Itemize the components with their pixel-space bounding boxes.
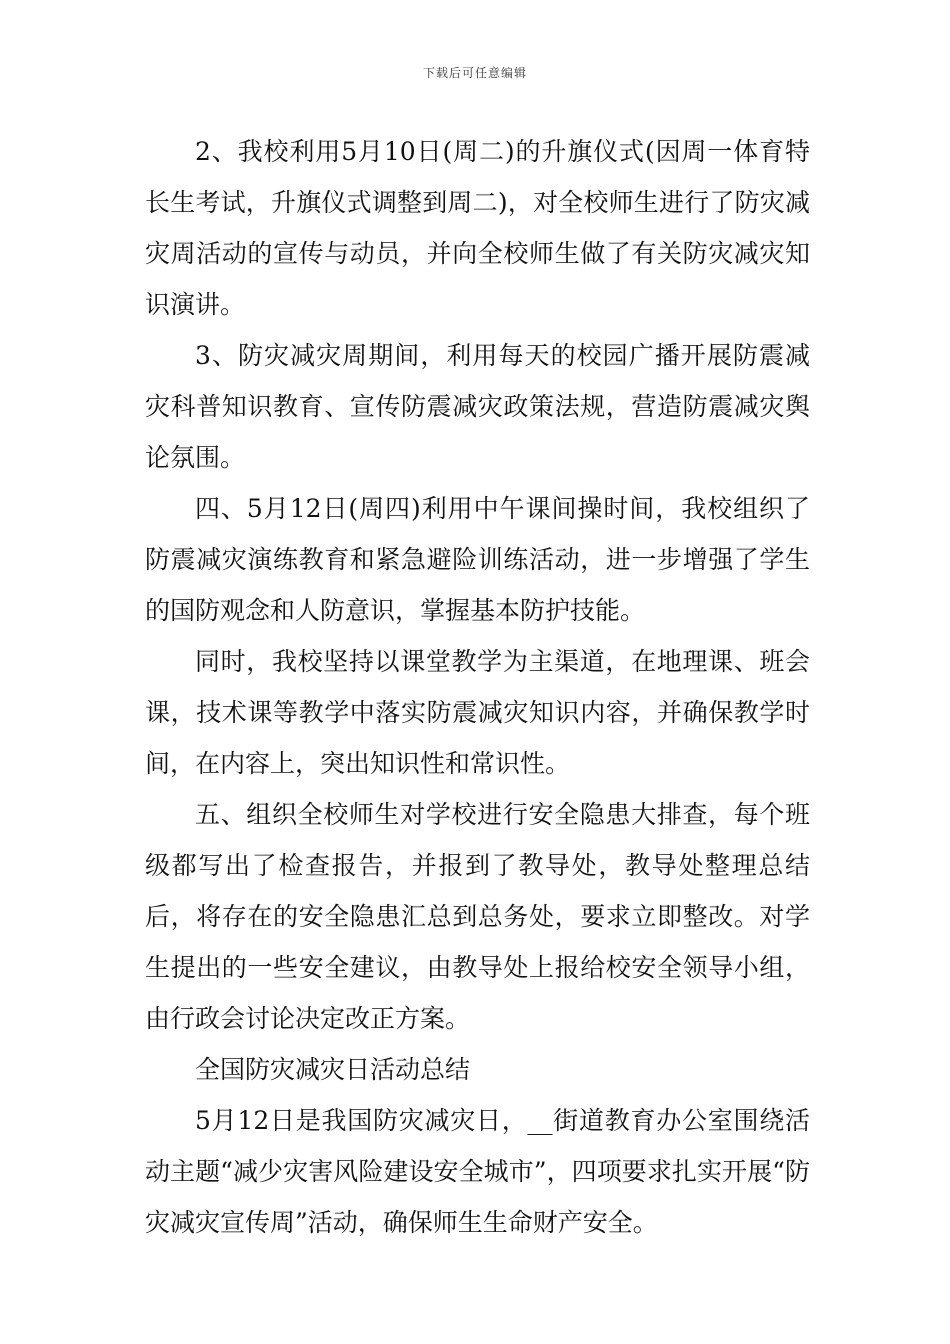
paragraph-drill-publicity: 2、我校利用5月10日(周二)的升旗仪式(因周一体育特长生考试，升旗仪式调整到周二)，对全校师生进行了防灾减灾周活动的宣传与动员，并向全校师生做了有关防灾减灾知识演讲。 [145,137,810,319]
paragraph-campus-broadcast: 3、防灾减灾周期间，利用每天的校园广播开展防震减灾科普知识教育、宣传防震减灾政策法规，营造防震减灾舆论氛围。 [145,341,810,472]
paragraph-safety-inspection: 五、组织全校师生对学校进行安全隐患大排查，每个班级都写出了检查报告，并报到了教导处，教导处整理总结后，将存在的安全隐患汇总到总务处，要求立即整改。对学生提出的一些安全建议，由教导处上报给校安全领导小组，由行政会讨论决定改正方案。 [145,800,810,1033]
paragraph-emergency-drill: 四、5月12日(周四)利用中午课间操时间，我校组织了防震减灾演练教育和紧急避险训练活动，进一步增强了学生的国防观念和人防意识，掌握基本防护技能。 [145,494,810,625]
paragraph-disaster-day-intro: 5月12日是我国防灾减灾日，__街道教育办公室围绕活动主题“减少灾害风险建设安全城市”，四项要求扎实开展“防灾减灾宣传周”活动，确保师生生命财产安全。 [145,1106,810,1237]
header-note: 下载后可任意编辑 [422,66,527,80]
paragraph-classroom-teaching: 同时，我校坚持以课堂教学为主渠道，在地理课、班会课，技术课等教学中落实防震减灾知识内容，并确保教学时间，在内容上，突出知识性和常识性。 [145,647,810,778]
document-body [145,126,810,1248]
section-title: 全国防灾减灾日活动总结 [195,1055,471,1084]
